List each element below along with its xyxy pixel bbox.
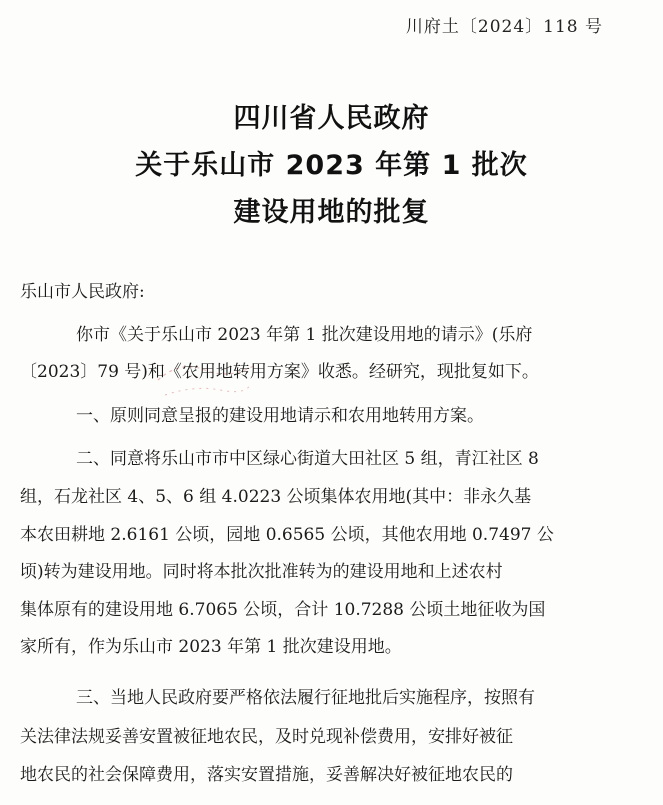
document-number: 川府土〔2024〕118 号 bbox=[405, 17, 603, 37]
body-line: 二、同意将乐山市市中区绿心街道大田社区 5 组，青江社区 8 bbox=[76, 449, 539, 469]
body-line: 集体原有的建设用地 6.7065 公顷，合计 10.7288 公顷土地征收为国 bbox=[20, 600, 546, 620]
body-line: 家所有，作为乐山市 2023 年第 1 批次建设用地。 bbox=[20, 637, 402, 657]
title-line-3: 建设用地的批复 bbox=[233, 197, 430, 228]
title-line-1: 四川省人民政府 bbox=[233, 103, 430, 134]
body-line: 关法律法规妥善安置被征地农民，及时兑现补偿费用，安排好被征 bbox=[20, 727, 513, 747]
body-line: 地农民的社会保障费用，落实安置措施，妥善解决好被征地农民的 bbox=[20, 765, 513, 785]
title-line-2: 关于乐山市 2023 年第 1 批次 bbox=[135, 150, 528, 181]
body-line: 本农田耕地 2.6161 公顷，园地 0.6565 公顷，其他农用地 0.7497 公 bbox=[20, 525, 554, 545]
body-line: 〔2023〕79 号)和《农用地转用方案》收悉。经研究，现批复如下。 bbox=[20, 362, 539, 382]
body-line: 三、当地人民政府要严格依法履行征地批后实施程序，按照有 bbox=[76, 688, 535, 708]
body-line: 一、原则同意呈报的建设用地请示和农用地转用方案。 bbox=[76, 406, 484, 426]
body-line: 你市《关于乐山市 2023 年第 1 批次建设用地的请示》(乐府 bbox=[76, 325, 533, 345]
body-line: 顷)转为建设用地。同时将本批次批准转为的建设用地和上述农村 bbox=[20, 562, 503, 582]
salutation: 乐山市人民政府: bbox=[20, 282, 145, 302]
body-line: 组，石龙社区 4、5、6 组 4.0223 公顷集体农用地(其中：非永久基 bbox=[20, 487, 532, 507]
